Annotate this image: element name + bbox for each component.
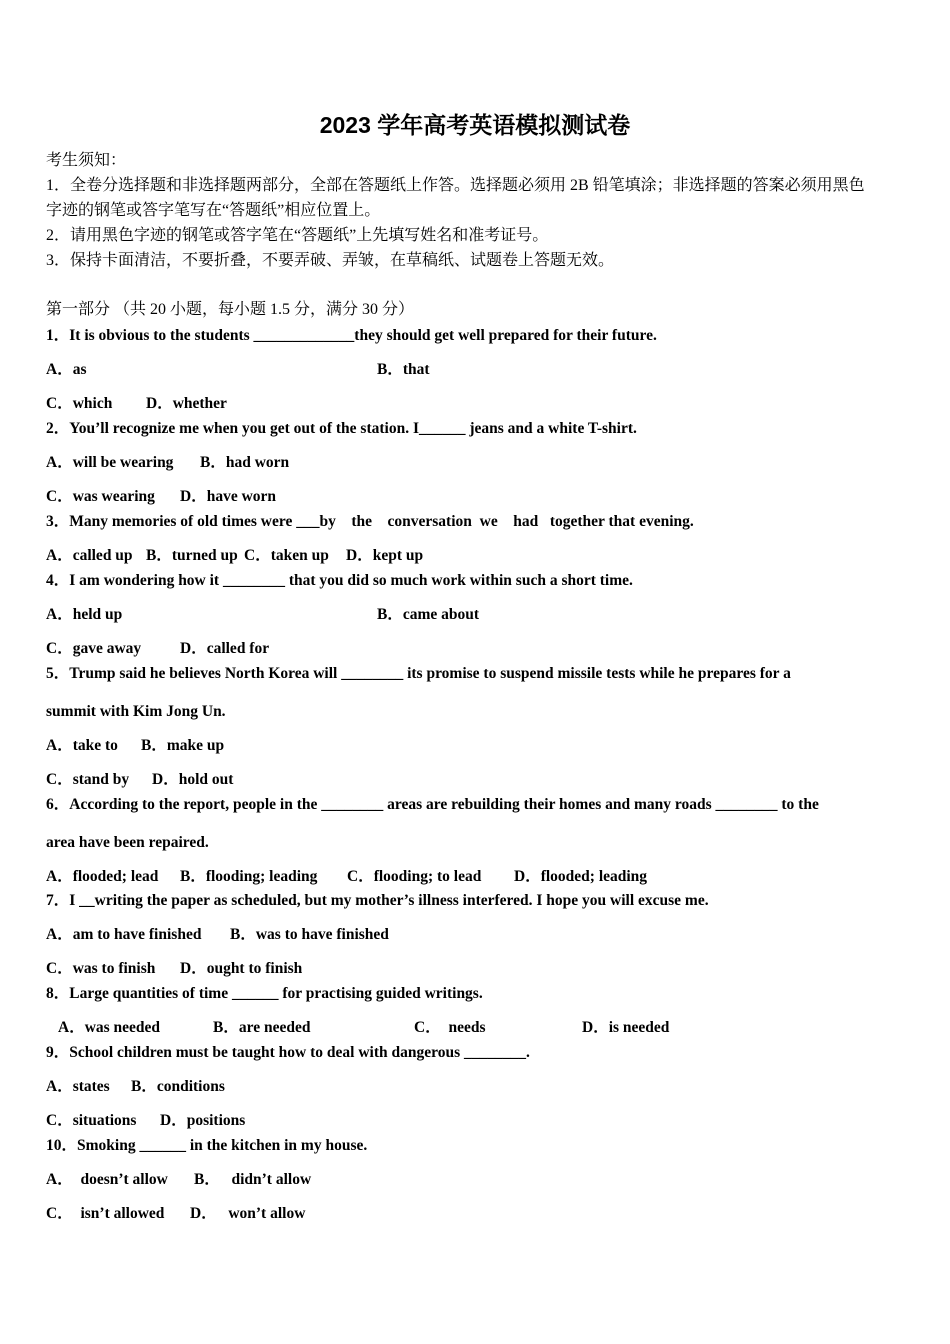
question-1-stem: 1．It is obvious to the students _____________they should get well prepared for their future. xyxy=(46,327,657,344)
question-4-option-a: A．held up xyxy=(46,606,123,623)
question-2-option-b: B．had worn xyxy=(200,454,290,471)
question-6-stem-continued: area have been repaired. xyxy=(46,834,209,851)
question-4-option-d: D．called for xyxy=(180,640,270,657)
question-9-options-row-1 xyxy=(0,1077,950,1097)
question-10-stem: 10．Smoking ______ in the kitchen in my house. xyxy=(46,1137,368,1154)
question-10-option-d: D． won’t allow xyxy=(190,1205,306,1222)
question-4-stem: 4．I am wondering how it ________ that you did so much work within such a short time. xyxy=(46,572,633,589)
question-1-option-c: C．which xyxy=(46,395,113,412)
question-8-option-a: A．was needed xyxy=(58,1019,161,1036)
question-6-option-d: D．flooded; leading xyxy=(514,868,648,885)
question-8-stem: 8．Large quantities of time ______ for practising guided writings. xyxy=(46,985,483,1002)
question-5-stem: 5．Trump said he believes North Korea will ________ its promise to suspend missile tests while he prepares for a xyxy=(46,665,791,682)
question-4-options-row-1 xyxy=(0,605,950,625)
question-5-options-row-1 xyxy=(0,736,950,756)
question-3-option-a: A．called up xyxy=(46,547,133,564)
notice-line-3: 3．保持卡面清洁，不要折叠，不要弄破、弄皱，在草稿纸、试题卷上答题无效。 xyxy=(46,252,615,269)
question-7-stem: 7．I __writing the paper as scheduled, but my mother’s illness interfered. I hope you will excuse me. xyxy=(46,892,709,909)
notice-line-1: 1．全卷分选择题和非选择题两部分，全部在答题纸上作答。选择题必须用 2B 铅笔填涂；非选择题的答案必须用黑色 xyxy=(46,177,865,194)
question-7-option-d: D．ought to finish xyxy=(180,960,303,977)
question-9-option-c: C．situations xyxy=(46,1112,137,1129)
question-7-option-a: A．am to have finished xyxy=(46,926,202,943)
question-7-option-c: C．was to finish xyxy=(46,960,156,977)
question-9-option-a: A．states xyxy=(46,1078,110,1095)
notice-line-1-continued: 字迹的钢笔或答字笔写在“答题纸”相应位置上。 xyxy=(46,202,381,219)
question-10-option-c: C． isn’t allowed xyxy=(46,1205,165,1222)
question-1-options-row-1 xyxy=(0,360,950,380)
question-7-option-b: B．was to have finished xyxy=(230,926,389,943)
question-6-option-b: B．flooding; leading xyxy=(180,868,318,885)
question-6-options-row-1 xyxy=(0,867,950,887)
question-3-option-b: B．turned up xyxy=(146,547,238,564)
question-8-options-row-1 xyxy=(0,1018,950,1038)
question-1-option-b: B．that xyxy=(377,361,430,378)
question-7-options-row-2 xyxy=(0,959,950,979)
question-5-options-row-2 xyxy=(0,770,950,790)
question-4-option-b: B．came about xyxy=(377,606,480,623)
question-7-options-row-1 xyxy=(0,925,950,945)
question-5-option-a: A．take to xyxy=(46,737,118,754)
question-2-options-row-1 xyxy=(0,453,950,473)
question-3-stem: 3．Many memories of old times were ___by the conversation we had together that evening. xyxy=(46,513,694,530)
section-heading: 第一部分 （共 20 小题，每小题 1.5 分，满分 30 分） xyxy=(46,301,415,318)
question-2-options-row-2 xyxy=(0,487,950,507)
question-9-options-row-2 xyxy=(0,1111,950,1131)
question-4-option-c: C．gave away xyxy=(46,640,142,657)
question-10-option-b: B． didn’t allow xyxy=(194,1171,312,1188)
question-6-stem: 6．According to the report, people in the ________ areas are rebuilding their homes and many roads ________ to the xyxy=(46,796,819,813)
question-5-stem-continued: summit with Kim Jong Un. xyxy=(46,703,226,720)
question-1-options-row-2 xyxy=(0,394,950,414)
question-1-option-a: A．as xyxy=(46,361,87,378)
question-5-option-d: D．hold out xyxy=(152,771,234,788)
question-2-stem: 2．You’ll recognize me when you get out of the station. I______ jeans and a white T-shirt. xyxy=(46,420,637,437)
question-8-option-b: B．are needed xyxy=(213,1019,311,1036)
notice-line-2: 2．请用黑色字迹的钢笔或答字笔在“答题纸”上先填写姓名和准考证号。 xyxy=(46,227,549,244)
question-6-option-a: A．flooded; lead xyxy=(46,868,159,885)
question-8-option-d: D．is needed xyxy=(582,1019,670,1036)
question-8-option-c: C． needs xyxy=(414,1019,486,1036)
question-9-stem: 9．School children must be taught how to deal with dangerous ________. xyxy=(46,1044,530,1061)
page-title: 2023 学年高考英语模拟测试卷 xyxy=(319,112,631,138)
question-2-option-a: A．will be wearing xyxy=(46,454,174,471)
question-4-options-row-2 xyxy=(0,639,950,659)
question-2-option-d: D．have worn xyxy=(180,488,277,505)
question-9-option-d: D．positions xyxy=(160,1112,246,1129)
question-10-options-row-1 xyxy=(0,1170,950,1190)
question-3-option-c: C．taken up xyxy=(244,547,329,564)
question-10-options-row-2 xyxy=(0,1204,950,1224)
question-5-option-b: B．make up xyxy=(141,737,225,754)
question-9-option-b: B．conditions xyxy=(131,1078,225,1095)
question-1-option-d: D．whether xyxy=(146,395,227,412)
question-2-option-c: C．was wearing xyxy=(46,488,155,505)
question-5-option-c: C．stand by xyxy=(46,771,130,788)
question-6-option-c: C．flooding; to lead xyxy=(347,868,482,885)
question-10-option-a: A． doesn’t allow xyxy=(46,1171,168,1188)
question-3-option-d: D．kept up xyxy=(346,547,424,564)
notice-heading: 考生须知： xyxy=(46,152,127,169)
question-3-options-row-1 xyxy=(0,546,950,566)
